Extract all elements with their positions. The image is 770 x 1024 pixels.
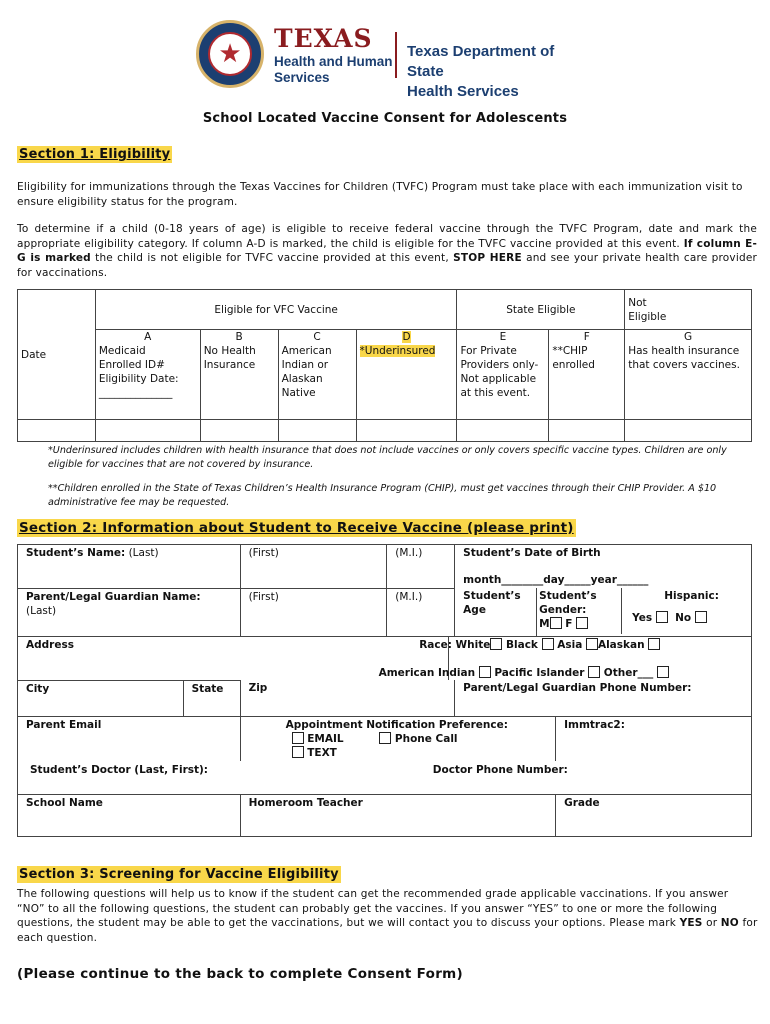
vfc-group-header: Eligible for VFC Vaccine xyxy=(95,290,457,330)
col-e-private: E For Private Providers only- Not applicable at this event. xyxy=(457,330,549,420)
zip-field[interactable]: American Indian Pacific Islander Other___ Zip xyxy=(240,680,455,716)
col-c-american-indian: C American Indian or Alaskan Native xyxy=(278,330,356,420)
continue-note: (Please continue to the back to complete Consent Form) xyxy=(17,966,464,982)
race-black-checkbox[interactable] xyxy=(542,638,554,650)
page-title: School Located Vaccine Consent for Adolescents xyxy=(202,111,568,126)
doctor-field[interactable]: Student’s Doctor (Last, First): xyxy=(18,761,387,795)
section3-instructions: The following questions will help us to know if the student can get the recommended grade applicable vaccinations. If you answer “NO” to all the following questions, the student can probably get the vaccines. If you answer “YES” to one or more the following questions, the student may be able to get the vaccinations, but we will contact you to discuss your options. Please mark YES or NO for each question. xyxy=(17,888,758,944)
not-eligible-header: Not Eligible xyxy=(625,290,752,330)
hispanic-no-checkbox[interactable] xyxy=(695,611,707,623)
col-g-insured: G Has health insurance that covers vaccines. xyxy=(625,330,752,420)
parent-phone-field[interactable]: Parent/Legal Guardian Phone Number: xyxy=(455,680,752,716)
grade-field[interactable]: Grade xyxy=(556,795,752,837)
school-name-field[interactable]: School Name xyxy=(18,795,241,837)
col-d-entry[interactable] xyxy=(356,420,457,442)
logo-hhs-text: Health and Human Services xyxy=(274,54,393,85)
chip-note: **Children enrolled in the State of Texas Children’s Health Insurance Program (CHIP), must get vaccines through their CHIP Provider. A $10 administrative fee may be requested. xyxy=(48,483,717,508)
col-b-entry[interactable] xyxy=(200,420,278,442)
student-age-field[interactable]: Student’s Age xyxy=(455,588,537,636)
student-name-first-field[interactable]: (First) xyxy=(240,545,387,589)
parent-name-first-field[interactable]: (First) xyxy=(240,588,387,636)
col-a-entry[interactable] xyxy=(95,420,200,442)
underinsured-note: *Underinsured includes children with health insurance that does not include vaccines or only covers specific vaccine types. Children are only eligible for vaccines that are not covered by insurance. xyxy=(48,445,727,470)
logo-dshs-text: Texas Department of State Health Services xyxy=(407,43,555,100)
race-pacific-checkbox[interactable] xyxy=(588,666,600,678)
race-other-checkbox[interactable] xyxy=(657,666,669,678)
pref-phone-checkbox[interactable] xyxy=(379,732,391,744)
col-f-entry[interactable] xyxy=(549,420,625,442)
gender-hispanic-cell: Student’s Gender: M F Hispanic: Yes No xyxy=(537,588,752,636)
logo-divider xyxy=(395,32,397,78)
appointment-preference-cell: Appointment Notification Preference: EMAIL Phone Call TEXT xyxy=(240,716,556,761)
dob-field[interactable]: Student’s Date of Birth month________day_____year______ xyxy=(455,545,752,589)
section1-heading: Section 1: Eligibility xyxy=(19,147,171,162)
race-cell: Race: White Black Asia Alaskan xyxy=(449,636,752,680)
parent-email-field[interactable]: Parent Email xyxy=(18,716,241,761)
state-group-header: State Eligible xyxy=(457,290,625,330)
doctor-phone-field[interactable]: Doctor Phone Number: xyxy=(387,761,752,795)
student-info-table xyxy=(17,544,752,837)
parent-name-mi-field[interactable]: (M.I.) xyxy=(387,588,455,636)
student-name-mi-field[interactable]: (M.I.) xyxy=(387,545,455,589)
col-b-no-insurance: B No Health Insurance xyxy=(200,330,278,420)
race-alaskan-checkbox[interactable] xyxy=(648,638,660,650)
homeroom-field[interactable]: Homeroom Teacher xyxy=(240,795,556,837)
hispanic-yes-checkbox[interactable] xyxy=(656,611,668,623)
date-entry-cell[interactable] xyxy=(18,420,96,442)
header-logo xyxy=(196,18,573,100)
col-c-entry[interactable] xyxy=(278,420,356,442)
col-a-medicaid: A Medicaid Enrolled ID# Eligibility Date: ______________ xyxy=(95,330,200,420)
col-g-entry[interactable] xyxy=(625,420,752,442)
race-white-checkbox[interactable] xyxy=(490,638,502,650)
section1-intro: Eligibility for immunizations through the Texas Vaccines for Children (TVFC) Program must take place with each immunization visit to ensure eligibility status for the program. xyxy=(17,181,743,208)
col-d-underinsured: D *Underinsured xyxy=(356,330,457,420)
eligibility-table xyxy=(17,289,752,442)
race-american-indian-checkbox[interactable] xyxy=(479,666,491,678)
pref-text-checkbox[interactable] xyxy=(292,746,304,758)
student-name-last-field[interactable]: Student’s Name: (Last) xyxy=(18,545,241,589)
gender-f-checkbox[interactable] xyxy=(576,617,588,629)
texas-seal-icon: ★ xyxy=(196,20,264,88)
col-f-chip: F **CHIP enrolled xyxy=(549,330,625,420)
col-e-entry[interactable] xyxy=(457,420,549,442)
immtrac-field[interactable]: Immtrac2: xyxy=(556,716,752,761)
date-header: Date xyxy=(18,290,96,420)
address-field[interactable]: Address xyxy=(18,636,449,680)
race-asian-checkbox[interactable] xyxy=(586,638,598,650)
parent-name-last-field[interactable]: Parent/Legal Guardian Name: (Last) xyxy=(18,588,241,636)
city-field[interactable]: City xyxy=(18,680,184,716)
section1-instructions: To determine if a child (0-18 years of age) is eligible to receive federal vaccine through the TVFC Program, date and mark the appropriate eligibility category. If column A-D is marked, the child is eligible for the TVFC vaccine provided at this event. If column E-G is marked the child is not eligible for TVFC vaccine provided at this event, STOP HERE and see your private health care provider for vaccinations. xyxy=(17,223,757,279)
state-field[interactable]: State xyxy=(183,680,240,716)
gender-m-checkbox[interactable] xyxy=(550,617,562,629)
pref-email-checkbox[interactable] xyxy=(292,732,304,744)
logo-texas-text: TEXAS xyxy=(274,24,373,53)
section3-heading: Section 3: Screening for Vaccine Eligibility xyxy=(19,867,339,882)
section2-heading: Section 2: Information about Student to Receive Vaccine (please print) xyxy=(19,520,574,536)
